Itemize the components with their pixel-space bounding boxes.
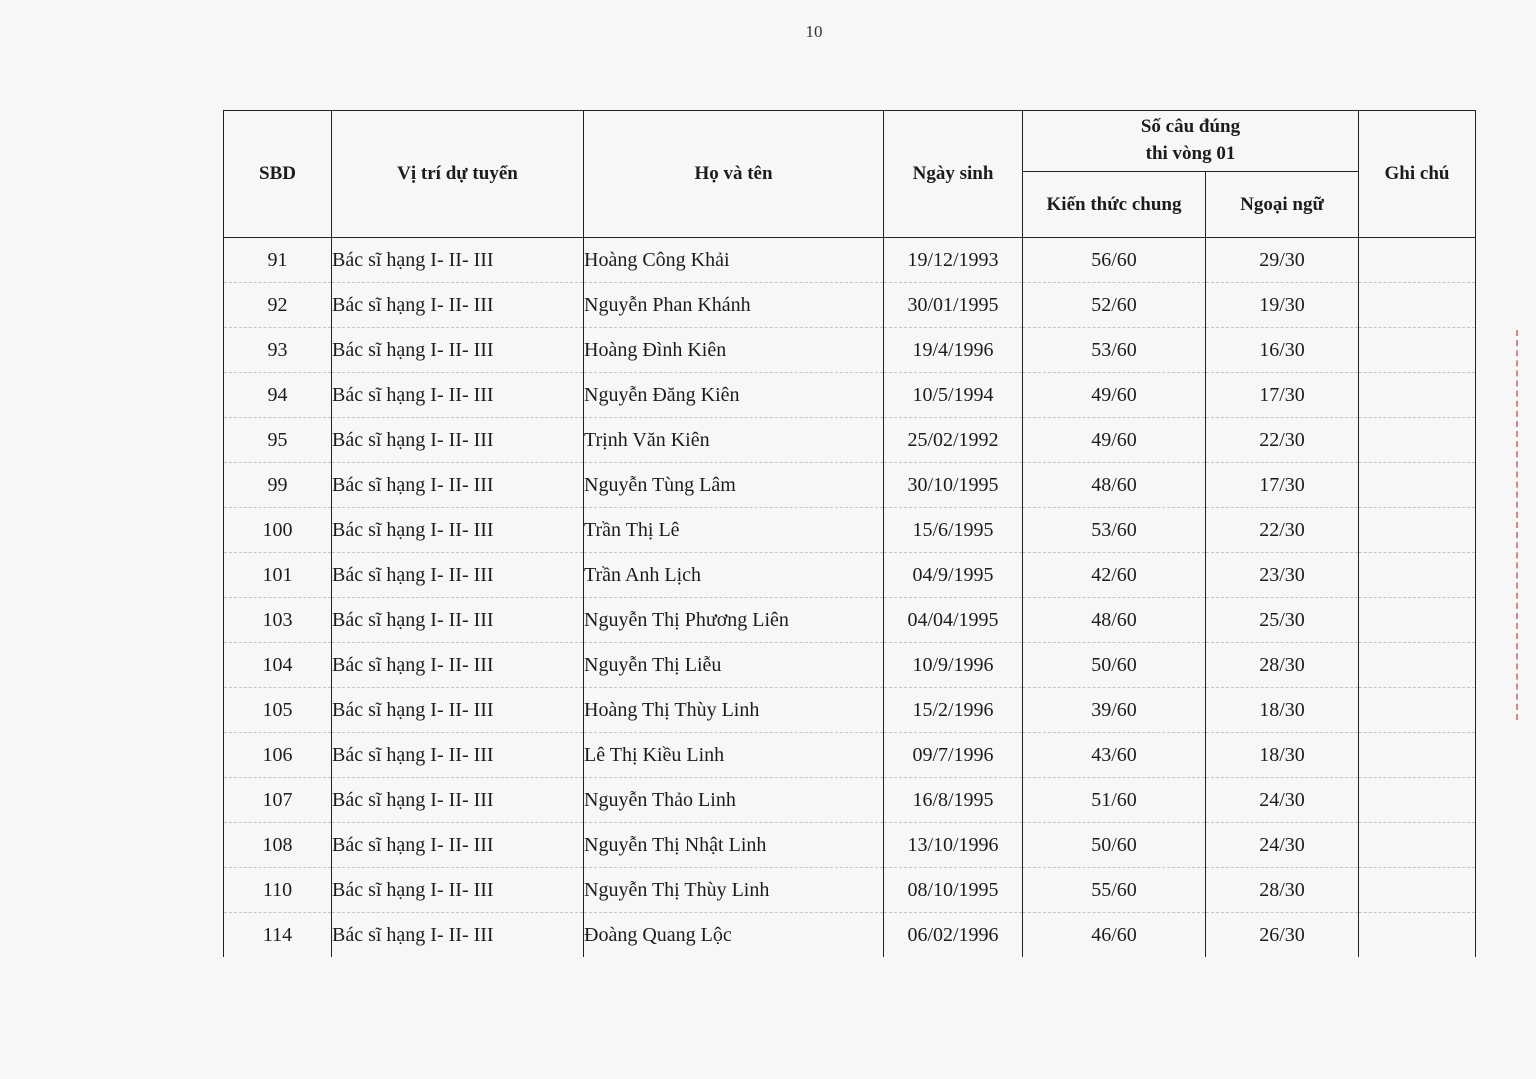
cell-sbd: 93 [224, 328, 332, 373]
cell-general-knowledge-score: 49/60 [1023, 373, 1206, 418]
table-row [224, 463, 1476, 508]
cell-general-knowledge-score: 50/60 [1023, 643, 1206, 688]
cell-foreign-language-score: 22/30 [1206, 418, 1359, 463]
cell-general-knowledge-score: 48/60 [1023, 598, 1206, 643]
cell-position: Bác sĩ hạng I- II- III [332, 868, 584, 913]
header-general-knowledge: Kiến thức chung [1023, 172, 1206, 238]
cell-note [1359, 823, 1476, 868]
cell-full-name: Hoàng Thị Thùy Linh [584, 688, 884, 733]
cell-note [1359, 238, 1476, 283]
table-row [224, 778, 1476, 823]
cell-note [1359, 733, 1476, 778]
cell-foreign-language-score: 18/30 [1206, 688, 1359, 733]
table-row [224, 508, 1476, 553]
cell-foreign-language-score: 23/30 [1206, 553, 1359, 598]
cell-general-knowledge-score: 48/60 [1023, 463, 1206, 508]
cell-general-knowledge-score: 46/60 [1023, 913, 1206, 958]
table-row [224, 238, 1476, 283]
cell-foreign-language-score: 29/30 [1206, 238, 1359, 283]
cell-sbd: 100 [224, 508, 332, 553]
cell-note [1359, 418, 1476, 463]
cell-note [1359, 598, 1476, 643]
cell-date-of-birth: 06/02/1996 [884, 913, 1023, 958]
cell-date-of-birth: 19/12/1993 [884, 238, 1023, 283]
cell-date-of-birth: 04/04/1995 [884, 598, 1023, 643]
header-foreign-language: Ngoại ngữ [1206, 172, 1359, 238]
results-table [223, 110, 1476, 957]
results-table-body [224, 238, 1476, 958]
cell-full-name: Trần Thị Lê [584, 508, 884, 553]
cell-foreign-language-score: 28/30 [1206, 868, 1359, 913]
cell-sbd: 103 [224, 598, 332, 643]
cell-general-knowledge-score: 42/60 [1023, 553, 1206, 598]
cell-position: Bác sĩ hạng I- II- III [332, 643, 584, 688]
cell-position: Bác sĩ hạng I- II- III [332, 598, 584, 643]
cell-position: Bác sĩ hạng I- II- III [332, 688, 584, 733]
cell-date-of-birth: 30/01/1995 [884, 283, 1023, 328]
cell-full-name: Nguyễn Thị Nhật Linh [584, 823, 884, 868]
cell-date-of-birth: 08/10/1995 [884, 868, 1023, 913]
cell-sbd: 91 [224, 238, 332, 283]
cell-note [1359, 778, 1476, 823]
cell-general-knowledge-score: 50/60 [1023, 823, 1206, 868]
header-full-name: Họ và tên [584, 111, 884, 238]
cell-sbd: 104 [224, 643, 332, 688]
cell-note [1359, 643, 1476, 688]
cell-full-name: Nguyễn Thị Thùy Linh [584, 868, 884, 913]
cell-full-name: Lê Thị Kiều Linh [584, 733, 884, 778]
cell-foreign-language-score: 24/30 [1206, 778, 1359, 823]
cell-date-of-birth: 19/4/1996 [884, 328, 1023, 373]
cell-general-knowledge-score: 39/60 [1023, 688, 1206, 733]
cell-sbd: 105 [224, 688, 332, 733]
table-row [224, 328, 1476, 373]
cell-sbd: 101 [224, 553, 332, 598]
cell-full-name: Đoàng Quang Lộc [584, 913, 884, 958]
cell-position: Bác sĩ hạng I- II- III [332, 508, 584, 553]
cell-date-of-birth: 15/2/1996 [884, 688, 1023, 733]
cell-note [1359, 553, 1476, 598]
cell-position: Bác sĩ hạng I- II- III [332, 283, 584, 328]
header-note: Ghi chú [1359, 111, 1476, 238]
cell-foreign-language-score: 24/30 [1206, 823, 1359, 868]
cell-general-knowledge-score: 49/60 [1023, 418, 1206, 463]
cell-note [1359, 463, 1476, 508]
cell-full-name: Nguyễn Thảo Linh [584, 778, 884, 823]
cell-note [1359, 688, 1476, 733]
cell-general-knowledge-score: 53/60 [1023, 328, 1206, 373]
cell-foreign-language-score: 22/30 [1206, 508, 1359, 553]
cell-full-name: Nguyễn Tùng Lâm [584, 463, 884, 508]
cell-date-of-birth: 10/5/1994 [884, 373, 1023, 418]
cell-foreign-language-score: 19/30 [1206, 283, 1359, 328]
cell-date-of-birth: 10/9/1996 [884, 643, 1023, 688]
cell-full-name: Trần Anh Lịch [584, 553, 884, 598]
table-row [224, 868, 1476, 913]
cell-note [1359, 328, 1476, 373]
cell-full-name: Nguyễn Thị Phương Liên [584, 598, 884, 643]
cell-date-of-birth: 25/02/1992 [884, 418, 1023, 463]
table-row [224, 283, 1476, 328]
cell-general-knowledge-score: 51/60 [1023, 778, 1206, 823]
cell-position: Bác sĩ hạng I- II- III [332, 913, 584, 958]
cell-general-knowledge-score: 55/60 [1023, 868, 1206, 913]
page-number: 10 [805, 22, 823, 41]
table-row [224, 823, 1476, 868]
table-row [224, 598, 1476, 643]
cell-sbd: 107 [224, 778, 332, 823]
table-row [224, 373, 1476, 418]
cell-sbd: 114 [224, 913, 332, 958]
cell-sbd: 99 [224, 463, 332, 508]
header-date-of-birth: Ngày sinh [884, 111, 1023, 238]
cell-foreign-language-score: 28/30 [1206, 643, 1359, 688]
cell-sbd: 94 [224, 373, 332, 418]
cell-foreign-language-score: 18/30 [1206, 733, 1359, 778]
table-row [224, 733, 1476, 778]
cell-note [1359, 913, 1476, 958]
cell-general-knowledge-score: 56/60 [1023, 238, 1206, 283]
cell-foreign-language-score: 25/30 [1206, 598, 1359, 643]
header-position: Vị trí dự tuyển [332, 111, 584, 238]
cell-full-name: Hoàng Đình Kiên [584, 328, 884, 373]
cell-foreign-language-score: 17/30 [1206, 463, 1359, 508]
cell-sbd: 106 [224, 733, 332, 778]
table-row [224, 553, 1476, 598]
cell-date-of-birth: 15/6/1995 [884, 508, 1023, 553]
cell-position: Bác sĩ hạng I- II- III [332, 418, 584, 463]
cell-position: Bác sĩ hạng I- II- III [332, 733, 584, 778]
cell-note [1359, 373, 1476, 418]
cell-position: Bác sĩ hạng I- II- III [332, 328, 584, 373]
cell-position: Bác sĩ hạng I- II- III [332, 778, 584, 823]
cell-note [1359, 508, 1476, 553]
cell-sbd: 95 [224, 418, 332, 463]
cell-date-of-birth: 09/7/1996 [884, 733, 1023, 778]
cell-foreign-language-score: 26/30 [1206, 913, 1359, 958]
cell-date-of-birth: 30/10/1995 [884, 463, 1023, 508]
cell-general-knowledge-score: 43/60 [1023, 733, 1206, 778]
red-stamp-edge [1516, 330, 1536, 720]
cell-date-of-birth: 04/9/1995 [884, 553, 1023, 598]
cell-full-name: Hoàng Công Khải [584, 238, 884, 283]
cell-position: Bác sĩ hạng I- II- III [332, 553, 584, 598]
cell-date-of-birth: 16/8/1995 [884, 778, 1023, 823]
cell-full-name: Trịnh Văn Kiên [584, 418, 884, 463]
table-row [224, 913, 1476, 958]
cell-note [1359, 283, 1476, 328]
cell-sbd: 92 [224, 283, 332, 328]
cell-foreign-language-score: 17/30 [1206, 373, 1359, 418]
header-sbd: SBD [224, 111, 332, 238]
cell-position: Bác sĩ hạng I- II- III [332, 823, 584, 868]
cell-full-name: Nguyễn Đăng Kiên [584, 373, 884, 418]
cell-position: Bác sĩ hạng I- II- III [332, 238, 584, 283]
cell-general-knowledge-score: 53/60 [1023, 508, 1206, 553]
cell-full-name: Nguyễn Phan Khánh [584, 283, 884, 328]
table-row [224, 418, 1476, 463]
table-row [224, 643, 1476, 688]
cell-position: Bác sĩ hạng I- II- III [332, 463, 584, 508]
cell-general-knowledge-score: 52/60 [1023, 283, 1206, 328]
cell-full-name: Nguyễn Thị Liễu [584, 643, 884, 688]
cell-sbd: 108 [224, 823, 332, 868]
header-correct-answers-round-1: Số câu đúng thi vòng 01 [1023, 111, 1359, 172]
table-row [224, 688, 1476, 733]
cell-note [1359, 868, 1476, 913]
cell-foreign-language-score: 16/30 [1206, 328, 1359, 373]
cell-sbd: 110 [224, 868, 332, 913]
cell-date-of-birth: 13/10/1996 [884, 823, 1023, 868]
cell-position: Bác sĩ hạng I- II- III [332, 373, 584, 418]
